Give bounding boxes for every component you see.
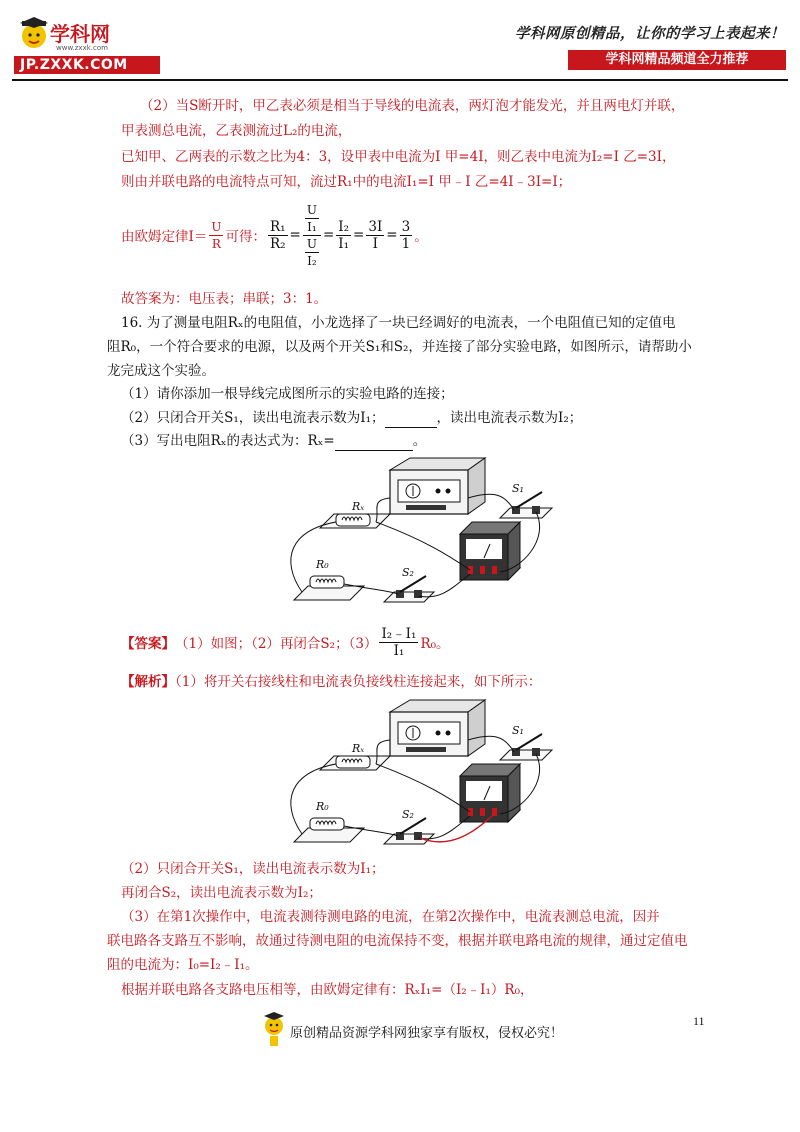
ohm-end: 。 xyxy=(414,229,428,245)
label-rx: Rₓ xyxy=(352,500,365,513)
analysis-4: 根据并联电路各支路电压相等，由欧姆定律有：RₓI₁=（I₂﹣I₁）R₀， xyxy=(121,982,534,998)
label-s2: S₂ xyxy=(402,566,414,579)
frac-i2-i1 xyxy=(336,219,351,252)
frac-compound-num xyxy=(303,202,321,236)
logo-small-url: www.zxxk.com xyxy=(56,44,108,52)
analysis-3-line-3: 阻的电流为：I₀=I₂﹣I₁。 xyxy=(107,957,259,973)
answer-blank xyxy=(335,432,413,451)
frac-num: 3I xyxy=(368,218,383,235)
para-2: 甲表测总电流，乙表测流过L₂的电流， xyxy=(121,123,352,139)
para-1: （2）当S断开时，甲乙表必须是相当于导线的电流表，两灯泡才能发光，并且两电灯并联， xyxy=(140,98,685,114)
analysis-3-line-2: 联电路各支路互不影响，故通过待测电阻的电流保持不变，根据并联电路电流的规律，通过定值电 xyxy=(107,933,688,949)
equals-sign: = xyxy=(353,227,365,243)
q16-line-3: 龙完成这个实验。 xyxy=(107,363,215,379)
header-divider xyxy=(12,79,788,81)
frac-den: I₁ xyxy=(338,235,350,252)
analysis-2-line-1: （2）只闭合开关S₁，读出电流表示数为I₁； xyxy=(121,861,385,877)
frac-den: I₁ xyxy=(393,642,405,659)
analysis-3-line-1: （3）在第1次操作中，电流表测待测电路的电流，在第2次操作中，电流表测总电流，因并 xyxy=(121,909,660,925)
frac-num: I₂ xyxy=(338,218,350,235)
q16-part-3 xyxy=(121,432,426,451)
analysis-tag: 【解析】 xyxy=(121,674,175,690)
frac-den: I xyxy=(372,235,378,252)
q16-line-1: 16. 为了测量电阻Rₓ的电阻值，小龙选择了一块已经调好的电流表，一个电阻值已知的定值电 xyxy=(121,315,676,331)
frac-u-i1 xyxy=(305,202,319,235)
label-r0: R₀ xyxy=(316,800,329,813)
frac-num: 3 xyxy=(401,218,411,235)
frac-r1-r2 xyxy=(268,219,288,252)
answer-tail: R₀。 xyxy=(420,636,450,652)
frac-num: U xyxy=(306,202,317,217)
label-s2: S₂ xyxy=(402,808,414,821)
header-slogan: 学科网原创精品，让你的学习上表起来！ xyxy=(515,25,785,42)
q16-part-1: （1）请你添加一根导线完成图所示的实验电路的连接； xyxy=(121,386,454,402)
answer-tag: 【答案】 xyxy=(121,636,175,652)
circuit-diagram-solution xyxy=(280,692,555,852)
answer-text: （1）如图；（2）再闭合S₂；（3） xyxy=(175,636,378,652)
q16-line-2: 阻R₀，一个符合要求的电源，以及两个开关S₁和S₂，并连接了部分实验电路，如图所示，请帮助小 xyxy=(107,339,692,355)
ohm-formula xyxy=(121,192,428,278)
frac-num: U xyxy=(306,236,317,251)
circuit-photo-icon xyxy=(280,692,555,852)
q16-part-3-text: （3）写出电阻Rₓ的表达式为：Rₓ= xyxy=(121,433,335,449)
frac-3-1 xyxy=(400,219,413,252)
q16-part-3-end: 。 xyxy=(412,433,427,449)
frac-3i-i xyxy=(366,219,384,252)
para-3: 已知甲、乙两表的示数之比为4：3，设甲表中电流为I 甲=4I，则乙表中电流为I₂=I 乙=3I， xyxy=(121,149,676,165)
q16-part-2-tail: ，读出电流表示数为I₂； xyxy=(436,410,583,426)
ohm-prefix: 由欧姆定律I＝ xyxy=(121,229,208,245)
label-r0: R₀ xyxy=(316,558,329,571)
site-logo xyxy=(12,14,162,74)
analysis-text: （1）将开关右接线柱和电流表负接线柱连接起来，如下所示： xyxy=(175,674,542,690)
frac-u-over-r xyxy=(209,219,223,252)
frac-compound-den xyxy=(303,236,321,269)
frac-compound xyxy=(303,202,321,269)
analysis-line xyxy=(121,673,541,691)
header-banner: 学科网精品频道全力推荐 xyxy=(568,50,786,70)
frac-den: I₁ xyxy=(307,219,317,234)
label-s1: S₁ xyxy=(512,724,524,737)
analysis-2-line-2: 再闭合S₂，读出电流表示数为I₂； xyxy=(121,885,322,901)
q16-part-2 xyxy=(121,409,582,428)
frac-num: U xyxy=(211,219,222,234)
q16-part-2-text: （2）只闭合开关S₁，读出电流表示数为I₁； xyxy=(121,410,385,426)
frac-den: 1 xyxy=(401,235,411,252)
frac-den: I₂ xyxy=(307,253,317,268)
frac-num: R₁ xyxy=(269,218,286,235)
equals-sign: = xyxy=(289,227,301,243)
logo-url: JP.ZXXK.COM xyxy=(20,57,128,73)
page-number: 11 xyxy=(693,1014,705,1028)
frac-num: I₂﹣I₁ xyxy=(381,625,417,642)
answer-blank xyxy=(385,409,437,428)
para-5: 故答案为：电压表；串联；3：1。 xyxy=(121,291,328,307)
equals-sign: = xyxy=(386,227,398,243)
frac-den: R₂ xyxy=(269,235,286,252)
circuit-diagram-question xyxy=(280,450,555,610)
ohm-mid: 可得： xyxy=(225,229,266,245)
frac-den: R xyxy=(211,236,221,251)
circuit-photo-icon xyxy=(280,450,555,610)
para-4: 则由并联电路的电流特点可知，流过R₁中的电流I₁=I 甲﹣I 乙=4I﹣3I=I； xyxy=(121,174,572,190)
mascot-icon xyxy=(262,1010,286,1050)
label-s1: S₁ xyxy=(512,482,524,495)
label-rx: Rₓ xyxy=(352,742,365,755)
frac-u-i2 xyxy=(305,236,319,269)
footer-text: 原创精品资源学科网独家享有版权，侵权必究！ xyxy=(290,1026,564,1041)
answer-line xyxy=(121,622,450,662)
answer-fraction xyxy=(379,626,418,659)
equals-sign: = xyxy=(322,227,335,243)
logo-title: 学科网 xyxy=(50,22,110,46)
